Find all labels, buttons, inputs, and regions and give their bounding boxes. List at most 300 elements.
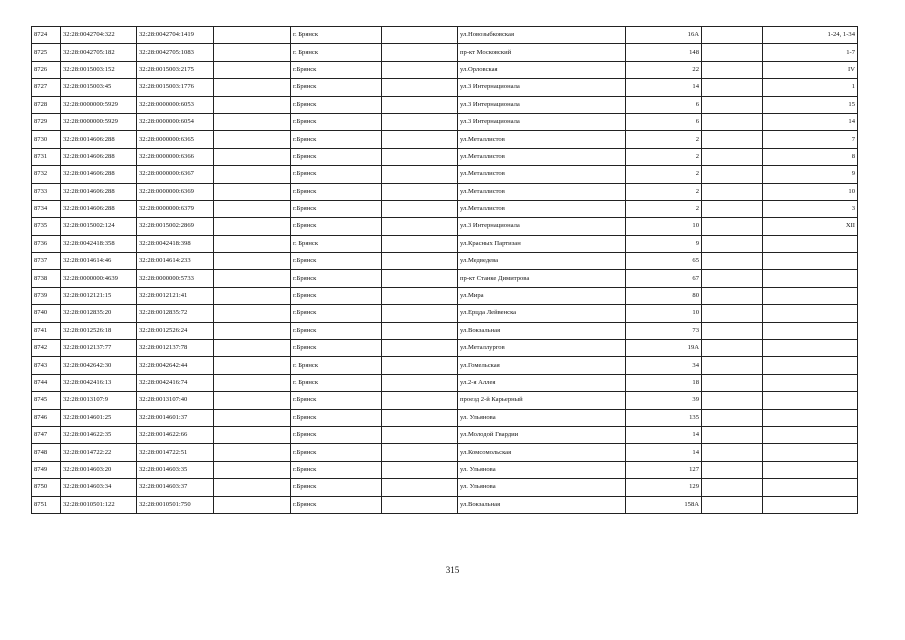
cell-object-cadastral-number: 32:28:0012526:24	[137, 322, 214, 339]
cell-row-number: 8750	[32, 479, 61, 496]
cell-premises	[763, 270, 858, 287]
cell-premises	[763, 357, 858, 374]
cell-street: ул.Металлистов	[458, 166, 626, 183]
cell-empty-col-b	[382, 44, 458, 61]
table-row	[32, 305, 858, 322]
cell-premises	[763, 374, 858, 391]
cell-parcel-cadastral-number: 32:28:0042642:30	[61, 357, 137, 374]
cell-house-number: 2	[626, 166, 702, 183]
cell-empty-col-a	[214, 96, 291, 113]
cell-city: г.Брянск	[291, 166, 382, 183]
table-row	[32, 374, 858, 391]
cell-street: ул.Металлистов	[458, 148, 626, 165]
cell-house-number: 148	[626, 44, 702, 61]
cell-house-number: 14	[626, 426, 702, 443]
cell-city: г.Брянск	[291, 322, 382, 339]
cell-street: проезд 2-й Карьерный	[458, 392, 626, 409]
cell-apartment	[702, 496, 763, 513]
cell-object-cadastral-number: 32:28:0042705:1083	[137, 44, 214, 61]
cell-parcel-cadastral-number: 32:28:0000000:5929	[61, 96, 137, 113]
cell-apartment	[702, 131, 763, 148]
cell-parcel-cadastral-number: 32:28:0015002:124	[61, 218, 137, 235]
cell-apartment	[702, 200, 763, 217]
cell-object-cadastral-number: 32:28:0014622:66	[137, 426, 214, 443]
cell-row-number: 8731	[32, 148, 61, 165]
cell-apartment	[702, 61, 763, 78]
cell-empty-col-a	[214, 392, 291, 409]
cell-city: г.Брянск	[291, 113, 382, 130]
cell-parcel-cadastral-number: 32:28:0014614:46	[61, 253, 137, 270]
cell-object-cadastral-number: 32:28:0000000:6366	[137, 148, 214, 165]
cell-street: ул.Комсомольская	[458, 444, 626, 461]
cell-house-number: 39	[626, 392, 702, 409]
cell-city: г. Брянск	[291, 27, 382, 44]
cell-apartment	[702, 235, 763, 252]
cell-apartment	[702, 287, 763, 304]
cell-apartment	[702, 444, 763, 461]
cell-empty-col-b	[382, 322, 458, 339]
cell-parcel-cadastral-number: 32:28:0014622:35	[61, 426, 137, 443]
cell-premises	[763, 253, 858, 270]
cell-house-number: 9	[626, 235, 702, 252]
cell-house-number: 34	[626, 357, 702, 374]
cell-apartment	[702, 113, 763, 130]
table-row	[32, 340, 858, 357]
table-row	[32, 27, 858, 44]
cell-apartment	[702, 479, 763, 496]
cell-row-number: 8737	[32, 253, 61, 270]
cell-parcel-cadastral-number: 32:28:0042418:358	[61, 235, 137, 252]
cell-empty-col-a	[214, 166, 291, 183]
cell-empty-col-b	[382, 148, 458, 165]
cell-empty-col-a	[214, 131, 291, 148]
table-row	[32, 496, 858, 513]
cell-empty-col-a	[214, 44, 291, 61]
cell-empty-col-a	[214, 200, 291, 217]
table-row	[32, 409, 858, 426]
cell-empty-col-a	[214, 61, 291, 78]
cell-apartment	[702, 461, 763, 478]
cell-empty-col-b	[382, 409, 458, 426]
cell-premises: 7	[763, 131, 858, 148]
cell-empty-col-a	[214, 461, 291, 478]
cell-object-cadastral-number: 32:28:0014603:37	[137, 479, 214, 496]
cell-parcel-cadastral-number: 32:28:0012121:15	[61, 287, 137, 304]
cell-row-number: 8745	[32, 392, 61, 409]
cell-empty-col-a	[214, 479, 291, 496]
cell-apartment	[702, 166, 763, 183]
cell-city: г. Брянск	[291, 357, 382, 374]
cell-row-number: 8726	[32, 61, 61, 78]
cell-street: ул.3 Интернационала	[458, 96, 626, 113]
cell-parcel-cadastral-number: 32:28:0014603:34	[61, 479, 137, 496]
cell-street: ул.Ерцда Лейвенска	[458, 305, 626, 322]
cell-premises	[763, 235, 858, 252]
cell-house-number: 80	[626, 287, 702, 304]
cell-row-number: 8739	[32, 287, 61, 304]
cell-apartment	[702, 392, 763, 409]
cell-city: г.Брянск	[291, 496, 382, 513]
table-row	[32, 79, 858, 96]
cell-object-cadastral-number: 32:28:0000000:5733	[137, 270, 214, 287]
cell-row-number: 8729	[32, 113, 61, 130]
cell-house-number: 158А	[626, 496, 702, 513]
cell-row-number: 8727	[32, 79, 61, 96]
cell-empty-col-b	[382, 270, 458, 287]
cell-city: г.Брянск	[291, 392, 382, 409]
cell-object-cadastral-number: 32:28:0014722:51	[137, 444, 214, 461]
cell-premises	[763, 392, 858, 409]
cell-house-number: 19А	[626, 340, 702, 357]
cell-street: ул.3 Интернационала	[458, 113, 626, 130]
cell-row-number: 8736	[32, 235, 61, 252]
cell-city: г.Брянск	[291, 183, 382, 200]
cell-empty-col-a	[214, 218, 291, 235]
cell-street: ул.Металлистов	[458, 183, 626, 200]
cell-street: ул. Ульянова	[458, 409, 626, 426]
cell-house-number: 10	[626, 305, 702, 322]
cell-row-number: 8733	[32, 183, 61, 200]
cell-empty-col-b	[382, 496, 458, 513]
cell-house-number: 135	[626, 409, 702, 426]
cell-apartment	[702, 183, 763, 200]
cell-empty-col-a	[214, 374, 291, 391]
cell-empty-col-a	[214, 426, 291, 443]
cell-city: г.Брянск	[291, 340, 382, 357]
cell-premises: 3	[763, 200, 858, 217]
cell-parcel-cadastral-number: 32:28:0000000:4639	[61, 270, 137, 287]
cell-object-cadastral-number: 32:28:0042642:44	[137, 357, 214, 374]
cell-city: г.Брянск	[291, 287, 382, 304]
cell-house-number: 129	[626, 479, 702, 496]
cell-empty-col-b	[382, 287, 458, 304]
table-row	[32, 270, 858, 287]
cell-object-cadastral-number: 32:28:0012137:78	[137, 340, 214, 357]
table-row	[32, 218, 858, 235]
cell-row-number: 8734	[32, 200, 61, 217]
table-row	[32, 148, 858, 165]
cell-empty-col-b	[382, 79, 458, 96]
cell-parcel-cadastral-number: 32:28:0012526:18	[61, 322, 137, 339]
cell-parcel-cadastral-number: 32:28:0042704:322	[61, 27, 137, 44]
cell-empty-col-b	[382, 392, 458, 409]
cell-parcel-cadastral-number: 32:28:0012835:20	[61, 305, 137, 322]
cell-row-number: 8742	[32, 340, 61, 357]
cell-apartment	[702, 340, 763, 357]
cell-city: г.Брянск	[291, 131, 382, 148]
cell-house-number: 16А	[626, 27, 702, 44]
cell-apartment	[702, 253, 763, 270]
cell-premises: 14	[763, 113, 858, 130]
cell-object-cadastral-number: 32:28:0014614:233	[137, 253, 214, 270]
cell-apartment	[702, 44, 763, 61]
cell-premises	[763, 305, 858, 322]
cell-apartment	[702, 96, 763, 113]
cell-house-number: 2	[626, 148, 702, 165]
cell-street: ул.Вокзальная	[458, 496, 626, 513]
cell-house-number: 6	[626, 113, 702, 130]
cell-empty-col-b	[382, 27, 458, 44]
cell-city: г.Брянск	[291, 253, 382, 270]
cell-house-number: 14	[626, 79, 702, 96]
cell-house-number: 22	[626, 61, 702, 78]
cell-empty-col-b	[382, 113, 458, 130]
table-row	[32, 357, 858, 374]
cell-premises: 10	[763, 183, 858, 200]
cell-empty-col-b	[382, 131, 458, 148]
cell-street: ул. Ульянова	[458, 461, 626, 478]
cell-city: г. Брянск	[291, 374, 382, 391]
cell-empty-col-a	[214, 27, 291, 44]
cell-row-number: 8730	[32, 131, 61, 148]
cell-street: ул.Металлистов	[458, 200, 626, 217]
cell-empty-col-b	[382, 253, 458, 270]
cell-premises	[763, 444, 858, 461]
cell-premises	[763, 322, 858, 339]
cell-empty-col-b	[382, 96, 458, 113]
cell-empty-col-a	[214, 183, 291, 200]
table-row	[32, 479, 858, 496]
cell-city: г.Брянск	[291, 96, 382, 113]
cell-row-number: 8751	[32, 496, 61, 513]
table-row	[32, 96, 858, 113]
cell-object-cadastral-number: 32:28:0000000:6369	[137, 183, 214, 200]
cell-street: ул.Гомельская	[458, 357, 626, 374]
cell-premises	[763, 340, 858, 357]
cell-city: г.Брянск	[291, 61, 382, 78]
table-row	[32, 392, 858, 409]
cell-apartment	[702, 270, 763, 287]
table-row	[32, 322, 858, 339]
table-row	[32, 113, 858, 130]
cell-row-number: 8747	[32, 426, 61, 443]
cell-parcel-cadastral-number: 32:28:0014601:25	[61, 409, 137, 426]
cell-parcel-cadastral-number: 32:28:0014606:288	[61, 183, 137, 200]
cell-premises: 9	[763, 166, 858, 183]
cell-parcel-cadastral-number: 32:28:0015003:45	[61, 79, 137, 96]
cell-apartment	[702, 27, 763, 44]
cell-street: ул.2-я Аллея	[458, 374, 626, 391]
cell-parcel-cadastral-number: 32:28:0014606:288	[61, 148, 137, 165]
cell-apartment	[702, 79, 763, 96]
cell-parcel-cadastral-number: 32:28:0042705:182	[61, 44, 137, 61]
cell-city: г.Брянск	[291, 200, 382, 217]
cell-city: г.Брянск	[291, 148, 382, 165]
table-row	[32, 166, 858, 183]
cell-empty-col-a	[214, 305, 291, 322]
cell-parcel-cadastral-number: 32:28:0015003:152	[61, 61, 137, 78]
cell-parcel-cadastral-number: 32:28:0042416:13	[61, 374, 137, 391]
cell-object-cadastral-number: 32:28:0042418:398	[137, 235, 214, 252]
cell-empty-col-b	[382, 357, 458, 374]
cell-city: г.Брянск	[291, 270, 382, 287]
cell-empty-col-a	[214, 113, 291, 130]
cell-premises	[763, 461, 858, 478]
cell-premises: IV	[763, 61, 858, 78]
cell-object-cadastral-number: 32:28:0000000:6054	[137, 113, 214, 130]
cell-empty-col-b	[382, 218, 458, 235]
cell-house-number: 6	[626, 96, 702, 113]
registry-table	[31, 26, 858, 514]
cell-empty-col-a	[214, 409, 291, 426]
cell-row-number: 8740	[32, 305, 61, 322]
cell-house-number: 14	[626, 444, 702, 461]
cell-house-number: 127	[626, 461, 702, 478]
cell-house-number: 2	[626, 200, 702, 217]
cell-object-cadastral-number: 32:28:0014601:37	[137, 409, 214, 426]
cell-empty-col-b	[382, 61, 458, 78]
cell-house-number: 2	[626, 183, 702, 200]
cell-apartment	[702, 148, 763, 165]
cell-street: ул.Металлургов	[458, 340, 626, 357]
cell-premises	[763, 409, 858, 426]
cell-parcel-cadastral-number: 32:28:0000000:5929	[61, 113, 137, 130]
cell-city: г.Брянск	[291, 461, 382, 478]
cell-row-number: 8748	[32, 444, 61, 461]
cell-object-cadastral-number: 32:28:0012835:72	[137, 305, 214, 322]
cell-object-cadastral-number: 32:28:0000000:6379	[137, 200, 214, 217]
cell-street: пр-кт Станке Димитрова	[458, 270, 626, 287]
cell-city: г.Брянск	[291, 79, 382, 96]
cell-object-cadastral-number: 32:28:0042416:74	[137, 374, 214, 391]
table-row	[32, 426, 858, 443]
cell-row-number: 8741	[32, 322, 61, 339]
table-body	[32, 27, 858, 514]
cell-row-number: 8728	[32, 96, 61, 113]
cell-street: ул.Мира	[458, 287, 626, 304]
cell-street: ул. Ульянова	[458, 479, 626, 496]
cell-empty-col-a	[214, 496, 291, 513]
cell-city: г.Брянск	[291, 218, 382, 235]
cell-empty-col-a	[214, 340, 291, 357]
table-row	[32, 444, 858, 461]
cell-street: ул.3 Интернационала	[458, 218, 626, 235]
cell-object-cadastral-number: 32:28:0013107:40	[137, 392, 214, 409]
cell-object-cadastral-number: 32:28:0015003:1776	[137, 79, 214, 96]
cell-row-number: 8744	[32, 374, 61, 391]
page-number: 315	[445, 565, 460, 575]
cell-city: г.Брянск	[291, 444, 382, 461]
cell-premises: 1	[763, 79, 858, 96]
cell-apartment	[702, 218, 763, 235]
cell-object-cadastral-number: 32:28:0010501:750	[137, 496, 214, 513]
cell-parcel-cadastral-number: 32:28:0013107:9	[61, 392, 137, 409]
cell-empty-col-b	[382, 235, 458, 252]
cell-city: г. Брянск	[291, 44, 382, 61]
cell-row-number: 8724	[32, 27, 61, 44]
cell-row-number: 8735	[32, 218, 61, 235]
cell-parcel-cadastral-number: 32:28:0014722:22	[61, 444, 137, 461]
cell-object-cadastral-number: 32:28:0042704:1419	[137, 27, 214, 44]
table-row	[32, 44, 858, 61]
cell-street: ул.Молодой Гвардии	[458, 426, 626, 443]
cell-row-number: 8749	[32, 461, 61, 478]
cell-premises: XII	[763, 218, 858, 235]
cell-empty-col-b	[382, 200, 458, 217]
cell-object-cadastral-number: 32:28:0000000:6365	[137, 131, 214, 148]
cell-object-cadastral-number: 32:28:0012121:41	[137, 287, 214, 304]
cell-house-number: 73	[626, 322, 702, 339]
cell-city: г.Брянск	[291, 479, 382, 496]
table-row	[32, 235, 858, 252]
cell-house-number: 67	[626, 270, 702, 287]
cell-apartment	[702, 357, 763, 374]
cell-house-number: 65	[626, 253, 702, 270]
cell-premises: 1-7	[763, 44, 858, 61]
cell-empty-col-a	[214, 270, 291, 287]
table-row	[32, 61, 858, 78]
cell-street: ул.Новозыбковская	[458, 27, 626, 44]
cell-row-number: 8738	[32, 270, 61, 287]
cell-parcel-cadastral-number: 32:28:0014603:20	[61, 461, 137, 478]
table-row	[32, 461, 858, 478]
cell-house-number: 18	[626, 374, 702, 391]
cell-row-number: 8746	[32, 409, 61, 426]
cell-empty-col-a	[214, 444, 291, 461]
cell-street: ул.Металлистов	[458, 131, 626, 148]
table-row	[32, 253, 858, 270]
cell-premises	[763, 479, 858, 496]
table-row	[32, 287, 858, 304]
cell-empty-col-b	[382, 444, 458, 461]
cell-empty-col-a	[214, 287, 291, 304]
cell-apartment	[702, 305, 763, 322]
cell-house-number: 2	[626, 131, 702, 148]
table-row	[32, 131, 858, 148]
cell-parcel-cadastral-number: 32:28:0012137:77	[61, 340, 137, 357]
cell-parcel-cadastral-number: 32:28:0014606:288	[61, 200, 137, 217]
cell-street: ул.Вокзальная	[458, 322, 626, 339]
cell-empty-col-a	[214, 253, 291, 270]
cell-parcel-cadastral-number: 32:28:0014606:288	[61, 131, 137, 148]
cell-premises: 1-24, 1-34	[763, 27, 858, 44]
cell-street: ул.Орловская	[458, 61, 626, 78]
cell-empty-col-a	[214, 322, 291, 339]
cell-parcel-cadastral-number: 32:28:0010501:122	[61, 496, 137, 513]
cell-apartment	[702, 426, 763, 443]
cell-street: пр-кт Московский	[458, 44, 626, 61]
cell-row-number: 8732	[32, 166, 61, 183]
cell-object-cadastral-number: 32:28:0015003:2175	[137, 61, 214, 78]
cell-empty-col-b	[382, 340, 458, 357]
cell-city: г.Брянск	[291, 426, 382, 443]
cell-street: ул.Медведева	[458, 253, 626, 270]
cell-apartment	[702, 374, 763, 391]
cell-empty-col-b	[382, 305, 458, 322]
cell-empty-col-b	[382, 183, 458, 200]
cell-city: г.Брянск	[291, 305, 382, 322]
cell-object-cadastral-number: 32:28:0014603:35	[137, 461, 214, 478]
cell-premises	[763, 426, 858, 443]
cell-object-cadastral-number: 32:28:0000000:6367	[137, 166, 214, 183]
cell-house-number: 10	[626, 218, 702, 235]
cell-apartment	[702, 322, 763, 339]
cell-empty-col-a	[214, 148, 291, 165]
cell-object-cadastral-number: 32:28:0015002:2869	[137, 218, 214, 235]
cell-empty-col-b	[382, 461, 458, 478]
cell-empty-col-a	[214, 357, 291, 374]
cell-city: г. Брянск	[291, 235, 382, 252]
cell-object-cadastral-number: 32:28:0000000:6053	[137, 96, 214, 113]
cell-empty-col-b	[382, 374, 458, 391]
cell-apartment	[702, 409, 763, 426]
cell-city: г.Брянск	[291, 409, 382, 426]
cell-parcel-cadastral-number: 32:28:0014606:288	[61, 166, 137, 183]
cell-premises	[763, 496, 858, 513]
cell-empty-col-b	[382, 166, 458, 183]
cell-empty-col-a	[214, 235, 291, 252]
table-row	[32, 183, 858, 200]
